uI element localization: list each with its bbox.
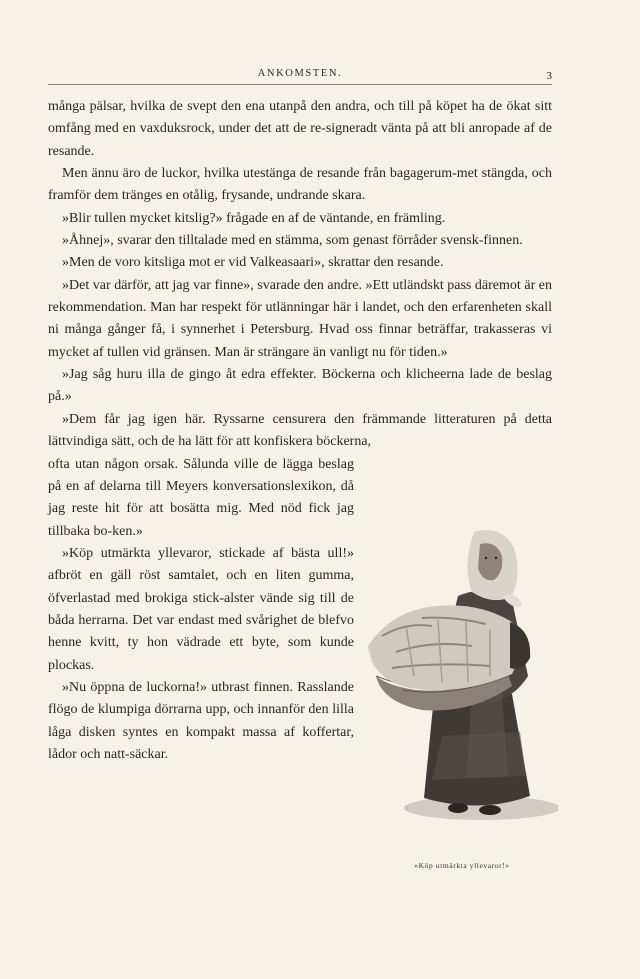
paragraph: många pälsar, hvilka de svept den ena utanpå den andra, och till på köpet ha de ökat sitt omfång med en vaxduksrock, under det att de re-signeradt vänta på att bli anropade af de resande. bbox=[48, 99, 552, 159]
paragraph: »Det var därför, att jag var finne», svarade den andre. »Ett utländskt pass däremot är en rekommendation. Man har respekt för utlänningar här i landet, och den erfarenheten skall ni många gånger få, i synnerhet i Petersburg. Hvad oss finnar beträffar, trakasseras vi mycket af tullen vid gränsen. Man är strängare än vanligt nu för tiden.» bbox=[48, 277, 552, 360]
paragraph: »Blir tullen mycket kitslig?» frågade en af de väntande, en främling. bbox=[62, 210, 446, 226]
paragraph: »Dem får jag igen här. Ryssarne censurera den främmande litteraturen på detta lättvindiga sätt, och de ha lätt för att konfiskera böckerna, bbox=[48, 411, 552, 450]
figure-caption: »Köp utmärkta yllevaror!» bbox=[414, 861, 510, 870]
paragraph: ofta utan någon orsak. Sålunda ville de lägga beslag på en af delarna till Meyers konversationslexikon, då jag reste hit för att bosätta mig. Med nöd fick jag tillbaka bo-ken.» bbox=[48, 456, 354, 539]
paragraph: Men ännu äro de luckor, hvilka utestänga de resande från bagagerum-met stängda, och framför dem tränges en otålig, frysande, undrande skara. bbox=[48, 166, 552, 204]
paragraph: »Men de voro kitsliga mot er vid Valkeasaari», skrattar den resande. bbox=[62, 255, 444, 271]
running-header bbox=[48, 64, 552, 85]
paragraph: »Nu öppna de luckorna!» utbrast finnen. Rasslande flögo de klumpiga dörrarna upp, och innanför den lilla låga disken syntes en kompakt massa af koffertar, lådor och natt-säckar. bbox=[48, 679, 354, 762]
paragraph: »Åhnej», svarar den tilltalade med en stämma, som genast förråder svensk-finnen. bbox=[62, 233, 523, 249]
page-number: 3 bbox=[546, 70, 552, 82]
woman-with-basket-illustration bbox=[362, 526, 558, 836]
paragraph: »Jag såg huru illa de gingo åt edra effekter. Böckerna och klicheerna lade de beslag på.» bbox=[48, 367, 552, 405]
paragraph: »Köp utmärkta yllevaror, stickade af bästa ull!» afbröt en gäll röst samtalet, och en liten gumma, öfverlastad med brokiga stick-alster vände sig till de båda herrarna. Det var endast med svårighet de blefvo henne kvitt, ty hon vädrade ett byte, som kunde plockas. bbox=[48, 545, 354, 673]
chapter-title: ANKOMSTEN. bbox=[257, 68, 343, 79]
